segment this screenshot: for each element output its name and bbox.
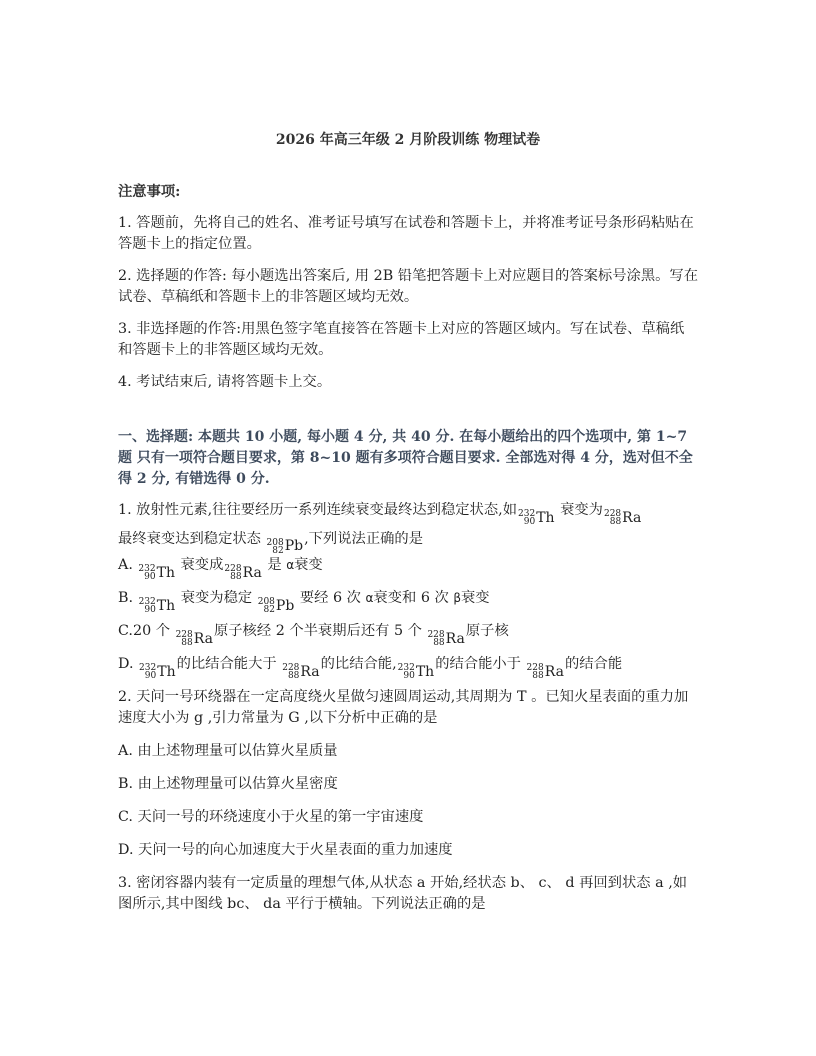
- notice-item-4: 4. 考试结束后, 请将答题卡上交。: [118, 374, 332, 390]
- q1-text-4: ,下列说法正确的是: [304, 530, 424, 547]
- question-2-option-d: D. 天问一号的向心加速度大于火星表面的重力加速度: [118, 842, 453, 858]
- notice-heading: 注意事项:: [118, 184, 181, 200]
- notice-item-3: 3. 非选择题的作答:用黑色签字笔直接答在答题卡上对应的答题区域内。写在试卷、草稿纸和答题卡上的非答题区域均无效。: [118, 321, 685, 358]
- isotope-thorium: 232 90 Th: [138, 564, 175, 582]
- isotope-radium: 228 88 Ra: [282, 663, 320, 681]
- question-2-option-a: A. 由上述物理量可以估算火星质量: [118, 743, 338, 759]
- isotope-lead: 208 82 Pb: [257, 597, 295, 615]
- section-heading-choice: 一、选择题: 本题共 10 小题, 每小题 4 分, 共 40 分. 在每小题给出的四个选项中, 第 1~7 题 只有一项符合题目要求，第 8~10 题有多项符合题目要求. 全部选对得 4 分，选对但不全得 2 分, 有错选得 0 分.: [118, 429, 693, 487]
- isotope-radium: 228 88 Ra: [175, 630, 213, 648]
- beta-symbol: β: [453, 591, 461, 605]
- isotope-radium: 228 88 Ra: [427, 630, 465, 648]
- question-2-option-b: B. 由上述物理量可以估算火星密度: [118, 776, 338, 792]
- question-1-option-b: B. 232 90 Th 衰变为稳定 208 82 Pb 要经 6 次 α衰变和 6 次 β衰变: [118, 590, 490, 615]
- question-1-option-a: A. 232 90 Th 衰变成 228 88 Ra 是 α衰变: [118, 557, 323, 582]
- isotope-radium: 228 88 Ra: [224, 564, 262, 582]
- notice-item-1: 1. 答题前，先将自己的姓名、准考证号填写在试卷和答题卡上，并将准考证号条形码粘贴在答题卡上的指定位置。: [118, 215, 694, 252]
- isotope-radium: 228 88 Ra: [603, 509, 642, 527]
- question-3-stem: 3. 密闭容器内装有一定质量的理想气体,从状态 a 开始,经状态 b、 c、 d 再回到状态 a ,如图所示,其中图线 bc、 da 平行于横轴。下列说法正确的是: [118, 875, 688, 912]
- question-2-option-c: C. 天问一号的环绕速度小于火星的第一宇宙速度: [118, 809, 424, 825]
- isotope-radium: 228 88 Ra: [526, 663, 564, 681]
- q1-text-2: 衰变为: [560, 502, 603, 518]
- notice-item-2: 2. 选择题的作答: 每小题选出答案后, 用 2B 铅笔把答题卡上对应题目的答案标号涂黑。写在试卷、草稿纸和答题卡上的非答题区域均无效。: [118, 268, 699, 305]
- q1-text-1: 1. 放射性元素,往往要经历一系列连续衰变最终达到稳定状态,如: [118, 502, 517, 518]
- alpha-symbol: α: [286, 558, 295, 572]
- isotope-thorium: 232 90 Th: [139, 663, 176, 681]
- isotope-lead: 208 82 Pb: [266, 537, 304, 556]
- isotope-thorium: 232 90 Th: [397, 663, 435, 681]
- isotope-thorium: 232 90 Th: [138, 597, 176, 615]
- question-2-stem: 2. 天问一号环绕器在一定高度绕火星做匀速圆周运动,其周期为 T 。已知火星表面的重力加速度大小为 g ,引力常量为 G ,以下分析中正确的是: [118, 689, 689, 726]
- isotope-thorium: 232 90 Th: [518, 509, 555, 527]
- question-1-option-c: C.20 个 228 88 Ra 原子核经 2 个半衰期后还有 5 个 228 88 Ra 原子核: [118, 623, 509, 648]
- question-1-option-d: D. 232 90 Th 的比结合能大于 228 88 Ra 的比结合能, 232 90 Th 的结合能小于 228 88 Ra 的结合能: [118, 656, 623, 681]
- alpha-symbol: α: [365, 591, 374, 605]
- exam-title: 2026 年高三年级 2 月阶段训练 物理试卷: [275, 132, 541, 148]
- question-1-stem: [118, 500, 698, 557]
- q1-text-3: 最终衰变达到稳定状态: [118, 530, 261, 547]
